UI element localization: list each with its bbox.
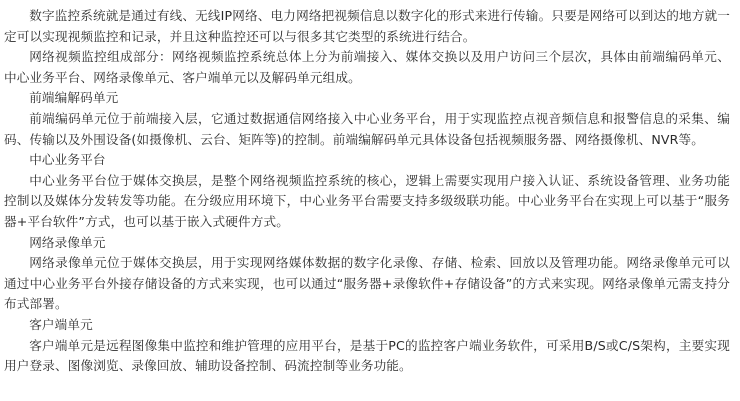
section-body-client: 客户端单元是远程图像集中监控和维护管理的应用平台，是基于PC的监控客户端业务软件，可采用B/S或C/S架构，主要实现用户登录、图像浏览、录像回放、辅助设备控制、码流控制等业务功能。: [4, 337, 730, 374]
section-heading-platform: 中心业务平台: [29, 152, 106, 168]
section-body-frontend: 前端编码单元位于前端接入层，它通过数据通信网络接入中心业务平台，用于实现监控点视音频信息和报警信息的采集、编码、传输以及外围设备(如摄像机、云台、矩阵等)的控制。前端编解码单元具体设备包括视频服务器、网络摄像机、NVR等。: [4, 110, 730, 147]
section-heading-client: 客户端单元: [29, 316, 93, 332]
intro-paragraph: 数字监控系统就是通过有线、无线IP网络、电力网络把视频信息以数字化的形式来进行传输。只要是网络可以到达的地方就一定可以实现视频监控和记录，并且这种监控还可以与很多其它类型的系统进行结合。: [4, 8, 730, 44]
section-body-platform: 中心业务平台位于媒体交换层，是整个网络视频监控系统的核心，逻辑上需要实现用户接入认证、系统设备管理、业务功能控制以及媒体分发转发等功能。在分级应用环境下，中心业务平台需要支持多级级联功能。中心业务平台在实现上可以基于“服务器+平台软件”方式，也可以基于嵌入式硬件方式。: [4, 172, 730, 229]
section-body-recording: 网络录像单元位于媒体交换层，用于实现网络媒体数据的数字化录像、存储、检索、回放以及管理功能。网络录像单元可以通过中心业务平台外接存储设备的方式来实现，也可以通过“服务器+录像软件+存储设备”的方式来实现。网络录像单元需支持分布式部署。: [4, 255, 730, 312]
section-heading-frontend: 前端编解码单元: [29, 90, 119, 106]
structure-paragraph: 网络视频监控组成部分：网络视频监控系统总体上分为前端接入、媒体交换以及用户访问三个层次，具体由前端编码单元、中心业务平台、网络录像单元、客户端单元以及解码单元组成。: [4, 49, 730, 85]
section-heading-recording: 网络录像单元: [29, 234, 106, 250]
